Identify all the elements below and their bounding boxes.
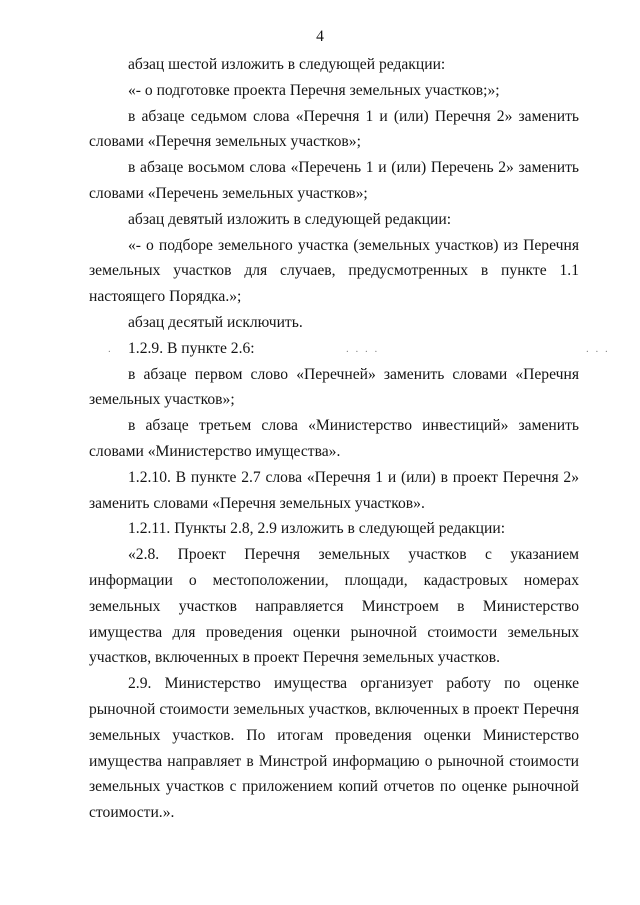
paragraph: 1.2.9. В пункте 2.6: bbox=[128, 339, 255, 357]
paragraph: 1.2.10. В пункте 2.7 слова «Перечня 1 и (или) в проект Перечня 2» заменить словами «Перечня земельных участков». bbox=[89, 468, 579, 512]
paragraph: 1.2.11. Пункты 2.8, 2.9 изложить в следующей редакции: bbox=[128, 520, 506, 538]
paragraph: «2.8. Проект Перечня земельных участков с указанием информации о местоположении, площади, кадастровых номерах земельных участков направляется Минстроем в Министерство имущества для проведения оценки рыночной стоимости земельных участков, включенных в проект Перечня земельных участков. bbox=[89, 546, 579, 667]
paragraph: в абзаце третьем слова «Министерство инвестиций» заменить словами «Министерство имущества». bbox=[89, 417, 579, 460]
document-body bbox=[89, 52, 579, 826]
paragraph: абзац десятый исключить. bbox=[128, 313, 303, 331]
paragraph: «- о подготовке проекта Перечня земельных участков;»; bbox=[128, 81, 500, 99]
scan-speck: . bbox=[108, 343, 113, 355]
paragraph: «- о подборе земельного участка (земельных участков) из Перечня земельных участков для случаев, предусмотренных в пункте 1.1 настоящего Порядка.»; bbox=[89, 236, 579, 306]
scan-speck: . . . bbox=[586, 343, 610, 355]
paragraph: в абзаце восьмом слова «Перечень 1 и (или) Перечень 2» заменить словами «Перечень земельных участков»; bbox=[89, 159, 579, 202]
paragraph: в абзаце первом слово «Перечней» заменить словами «Перечня земельных участков»; bbox=[89, 365, 579, 409]
page-number: 4 bbox=[316, 28, 324, 45]
paragraph: 2.9. Министерство имущества организует работу по оценке рыночной стоимости земельных участков, включенных в проект Перечня земельных участков. По итогам проведения оценки Министерство имущества направляет в Минстрой информацию о рыночной стоимости земельных участков с приложением копий отчетов по оценке рыночной стоимости.». bbox=[89, 675, 579, 822]
scan-speck: . . . . bbox=[346, 343, 380, 355]
paragraph: в абзаце седьмом слова «Перечня 1 и (или) Перечня 2» заменить словами «Перечня земельных участков»; bbox=[89, 107, 579, 151]
paragraph: абзац шестой изложить в следующей редакции: bbox=[128, 56, 446, 73]
paragraph: абзац девятый изложить в следующей редакции: bbox=[128, 210, 452, 228]
